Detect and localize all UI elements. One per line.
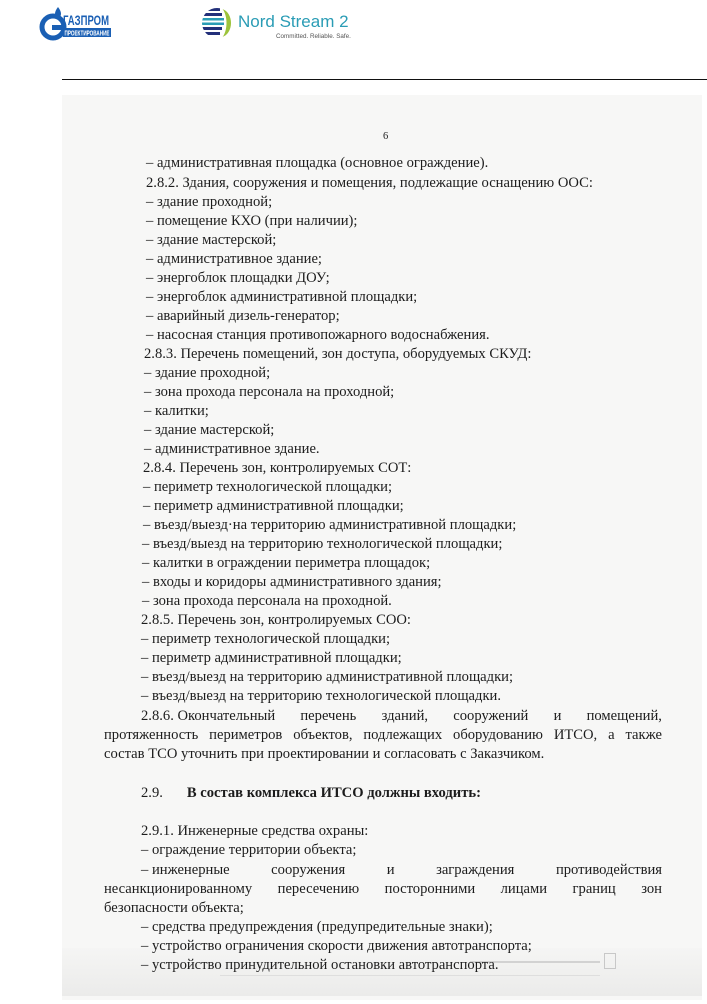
- list-item: – периметр административной площадки;: [143, 498, 404, 514]
- svg-text:Nord Stream 2: Nord Stream 2: [238, 12, 349, 31]
- word: и: [553, 708, 562, 724]
- list-item: – аварийный дизель-генератор;: [146, 308, 340, 324]
- paragraph-2-8-6-line-1: [141, 708, 662, 725]
- word: сооружений: [453, 708, 529, 724]
- list-item: – въезд/выезд на территорию административной площадки;: [141, 669, 514, 685]
- svg-text:ГАЗПРОМ: ГАЗПРОМ: [63, 12, 109, 28]
- word: помещений,: [586, 708, 662, 724]
- section-title: В состав комплекса ИТСО должны входить:: [186, 785, 481, 801]
- word: лицами: [500, 881, 548, 897]
- clause-heading-2-8-3: 2.8.3. Перечень помещений, зон доступа, оборудуемых СКУД:: [144, 346, 532, 362]
- list-item: – административная площадка (основное ограждение).: [146, 155, 489, 171]
- nord-stream-2-logo: [200, 6, 365, 42]
- list-item: – въезд/выезд на территорию технологической площадки;: [142, 536, 503, 552]
- word: ИТСО,: [553, 727, 598, 743]
- header-divider: [62, 79, 707, 80]
- list-item: – зона прохода персонала на проходной.: [142, 593, 392, 609]
- clause-heading-2-8-2: 2.8.2. Здания, сооружения и помещения, подлежащие оснащению ООС:: [146, 175, 593, 191]
- word: пересечению: [277, 881, 360, 897]
- word: – инженерные: [141, 862, 230, 878]
- list-item: – периметр технологической площадки;: [143, 479, 393, 495]
- word: и: [386, 862, 395, 878]
- word: зон: [641, 881, 662, 897]
- word: заграждения: [436, 862, 515, 878]
- word: сооружения: [271, 862, 346, 878]
- list-item: – въезд/выезд на территорию технологической площадки.: [141, 688, 502, 704]
- list-item: – средства предупреждения (предупредительные знаки);: [141, 919, 493, 935]
- list-item: – здание мастерской;: [144, 422, 275, 438]
- list-item: – въезд/выезд·на территорию административной площадки;: [143, 517, 517, 533]
- list-item-line-1: [141, 862, 662, 879]
- list-item: – устройство ограничения скорости движения автотранспорта;: [141, 938, 532, 954]
- list-item: – административное здание;: [146, 251, 322, 267]
- word: противодействия: [555, 862, 662, 878]
- list-item: – входы и коридоры административного здания;: [142, 574, 442, 590]
- word: перечень: [300, 708, 357, 724]
- clause-heading-2-8-4: 2.8.4. Перечень зон, контролируемых СОТ:: [143, 460, 412, 476]
- list-item: – калитки в ограждении периметра площадок;: [142, 555, 431, 571]
- list-item: – калитки;: [144, 403, 209, 419]
- page-number: 6: [383, 131, 389, 142]
- word: оборудованию: [453, 727, 543, 743]
- list-item: – энергоблок административной площадки;: [146, 289, 418, 305]
- paragraph-2-8-6-line-2: [104, 727, 662, 744]
- word: посторонними: [384, 881, 476, 897]
- clause-heading-2-8-5: 2.8.5. Перечень зон, контролируемых СОО:: [141, 612, 411, 628]
- word: зданий,: [381, 708, 429, 724]
- section-2-9-heading: [141, 785, 481, 802]
- scan-footer-artifact: [220, 975, 600, 976]
- word: а: [608, 727, 615, 743]
- list-item: – ограждение территории объекта;: [141, 842, 357, 858]
- list-item: – устройство принудительной остановки автотранспорта.: [141, 957, 499, 973]
- clause-heading-2-9-1: 2.9.1. Инженерные средства охраны:: [141, 823, 369, 839]
- word: 2.8.6. Окончательный: [141, 708, 276, 724]
- section-number: 2.9.: [141, 785, 163, 801]
- paragraph-2-8-6-line-3: состав ТСО уточнить при проектировании и согласовать с Заказчиком.: [104, 746, 545, 762]
- scan-footer-artifact: [604, 953, 616, 969]
- list-item: – зона прохода персонала на проходной;: [144, 384, 395, 400]
- nord-stream-globe-icon: [200, 6, 365, 42]
- list-item: – здание проходной;: [144, 365, 271, 381]
- list-item: – периметр технологической площадки;: [141, 631, 391, 647]
- list-item: – здание мастерской;: [146, 232, 277, 248]
- list-item: – здание проходной;: [146, 194, 273, 210]
- list-item: – помещение КХО (при наличии);: [146, 213, 358, 229]
- word: несанкционированному: [104, 881, 253, 897]
- svg-text:Committed. Reliable. Safe.: Committed. Reliable. Safe.: [276, 33, 351, 40]
- list-item-line-2: [104, 881, 662, 898]
- list-item: – энергоблок площадки ДОУ;: [146, 270, 330, 286]
- word: границ: [572, 881, 616, 897]
- svg-text:ПРОЕКТИРОВАНИЕ: ПРОЕКТИРОВАНИЕ: [64, 30, 110, 38]
- list-item: – насосная станция противопожарного водоснабжения.: [146, 327, 490, 343]
- word: периметров: [209, 727, 283, 743]
- list-item: – административное здание.: [144, 441, 320, 457]
- list-item-line-3: безопасности объекта;: [104, 900, 244, 916]
- word: протяженность: [104, 727, 199, 743]
- word: подлежащих: [363, 727, 443, 743]
- word: также: [625, 727, 662, 743]
- list-item: – периметр административной площадки;: [141, 650, 402, 666]
- word: объектов,: [293, 727, 353, 743]
- gazprom-proektirovanie-logo: [38, 5, 113, 41]
